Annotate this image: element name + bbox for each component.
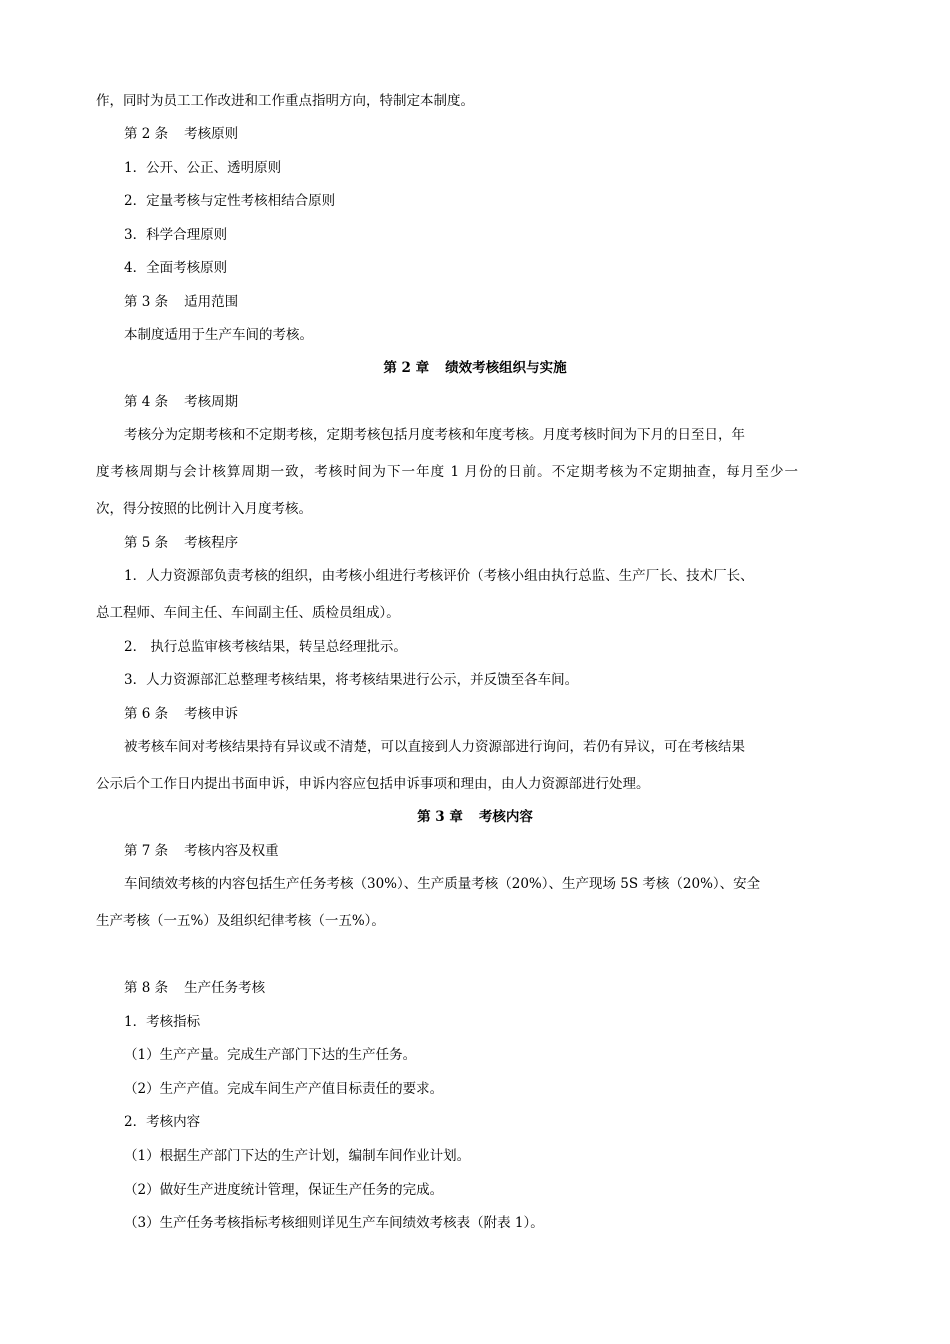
paragraph-line: 考核分为定期考核和不定期考核，定期考核包括月度考核和年度考核。月度考核时间为下月的日至日，年: [124, 427, 745, 443]
article-title: 考核程序: [184, 535, 239, 551]
list-item-continuation: 总工程师、车间主任、车间副主任、质检员组成）。: [96, 605, 400, 621]
paragraph-line: 度考核周期与会计核算周期一致，考核时间为下一年度 1 月份的日前。不定期考核为不定期抽查，每月至少一: [96, 464, 798, 480]
list-item: 2． 执行总监审核考核结果，转呈总经理批示。: [124, 639, 407, 655]
article-6-heading: [124, 704, 238, 724]
article-title: 考核内容及权重: [184, 843, 279, 859]
article-5-heading: [124, 533, 238, 553]
article-number: 第 7 条: [124, 843, 169, 859]
list-item: （2）做好生产进度统计管理，保证生产任务的完成。: [124, 1182, 444, 1198]
article-2-heading: [124, 124, 238, 144]
list-item: 3．科学合理原则: [124, 227, 228, 243]
article-title: 考核申诉: [184, 706, 239, 722]
article-number: 第 5 条: [124, 535, 169, 551]
article-number: 第 6 条: [124, 706, 169, 722]
article-3-heading: [124, 292, 238, 312]
article-title: 考核原则: [184, 126, 239, 142]
paragraph-line: 车间绩效考核的内容包括生产任务考核（30%）、生产质量考核（20%）、生产现场 5S 考核（20%）、安全: [124, 876, 761, 892]
chapter-2-heading: [0, 358, 950, 378]
paragraph-line: 生产考核（一五%）及组织纪律考核（一五%）。: [96, 913, 385, 929]
list-item: （1）根据生产部门下达的生产计划，编制车间作业计划。: [124, 1148, 471, 1164]
list-item: 4．全面考核原则: [124, 260, 228, 276]
list-item: （3）生产任务考核指标考核细则详见生产车间绩效考核表（附表 1）。: [124, 1215, 544, 1231]
list-item: 1．人力资源部负责考核的组织，由考核小组进行考核评价（考核小组由执行总监、生产厂长、技术厂长、: [124, 568, 754, 584]
article-number: 第 3 条: [124, 294, 169, 310]
list-item: （2）生产产值。完成车间生产产值目标责任的要求。: [124, 1081, 444, 1097]
article-8-heading: [124, 978, 265, 998]
article-title: 适用范围: [184, 294, 239, 310]
paragraph-line: 作，同时为员工工作改进和工作重点指明方向，特制定本制度。: [96, 93, 474, 109]
article-number: 第 2 条: [124, 126, 169, 142]
list-item: 1．公开、公正、透明原则: [124, 160, 282, 176]
chapter-3-heading: [0, 807, 950, 827]
paragraph-line: 被考核车间对考核结果持有异议或不清楚，可以直接到人力资源部进行询问，若仍有异议，可在考核结果: [124, 739, 745, 755]
chapter-title: 绩效考核组织与实施: [445, 360, 567, 376]
article-7-heading: [124, 841, 279, 861]
article-title: 考核周期: [184, 394, 239, 410]
article-4-heading: [124, 392, 238, 412]
list-item: 1．考核指标: [124, 1014, 201, 1030]
article-number: 第 4 条: [124, 394, 169, 410]
paragraph-line: 本制度适用于生产车间的考核。: [124, 327, 313, 343]
list-item: 2．定量考核与定性考核相结合原则: [124, 193, 336, 209]
chapter-title: 考核内容: [478, 809, 533, 825]
paragraph-line: 次，得分按照的比例计入月度考核。: [96, 501, 312, 517]
article-title: 生产任务考核: [184, 980, 266, 996]
list-item: 2．考核内容: [124, 1114, 201, 1130]
list-item: 3．人力资源部汇总整理考核结果，将考核结果进行公示，并反馈至各车间。: [124, 672, 579, 688]
list-item: （1）生产产量。完成生产部门下达的生产任务。: [124, 1047, 417, 1063]
paragraph-line: 公示后个工作日内提出书面申诉，申诉内容应包括申诉事项和理由，由人力资源部进行处理。: [96, 776, 650, 792]
chapter-number: 第 3 章: [417, 809, 463, 825]
article-number: 第 8 条: [124, 980, 169, 996]
chapter-number: 第 2 章: [383, 360, 430, 376]
